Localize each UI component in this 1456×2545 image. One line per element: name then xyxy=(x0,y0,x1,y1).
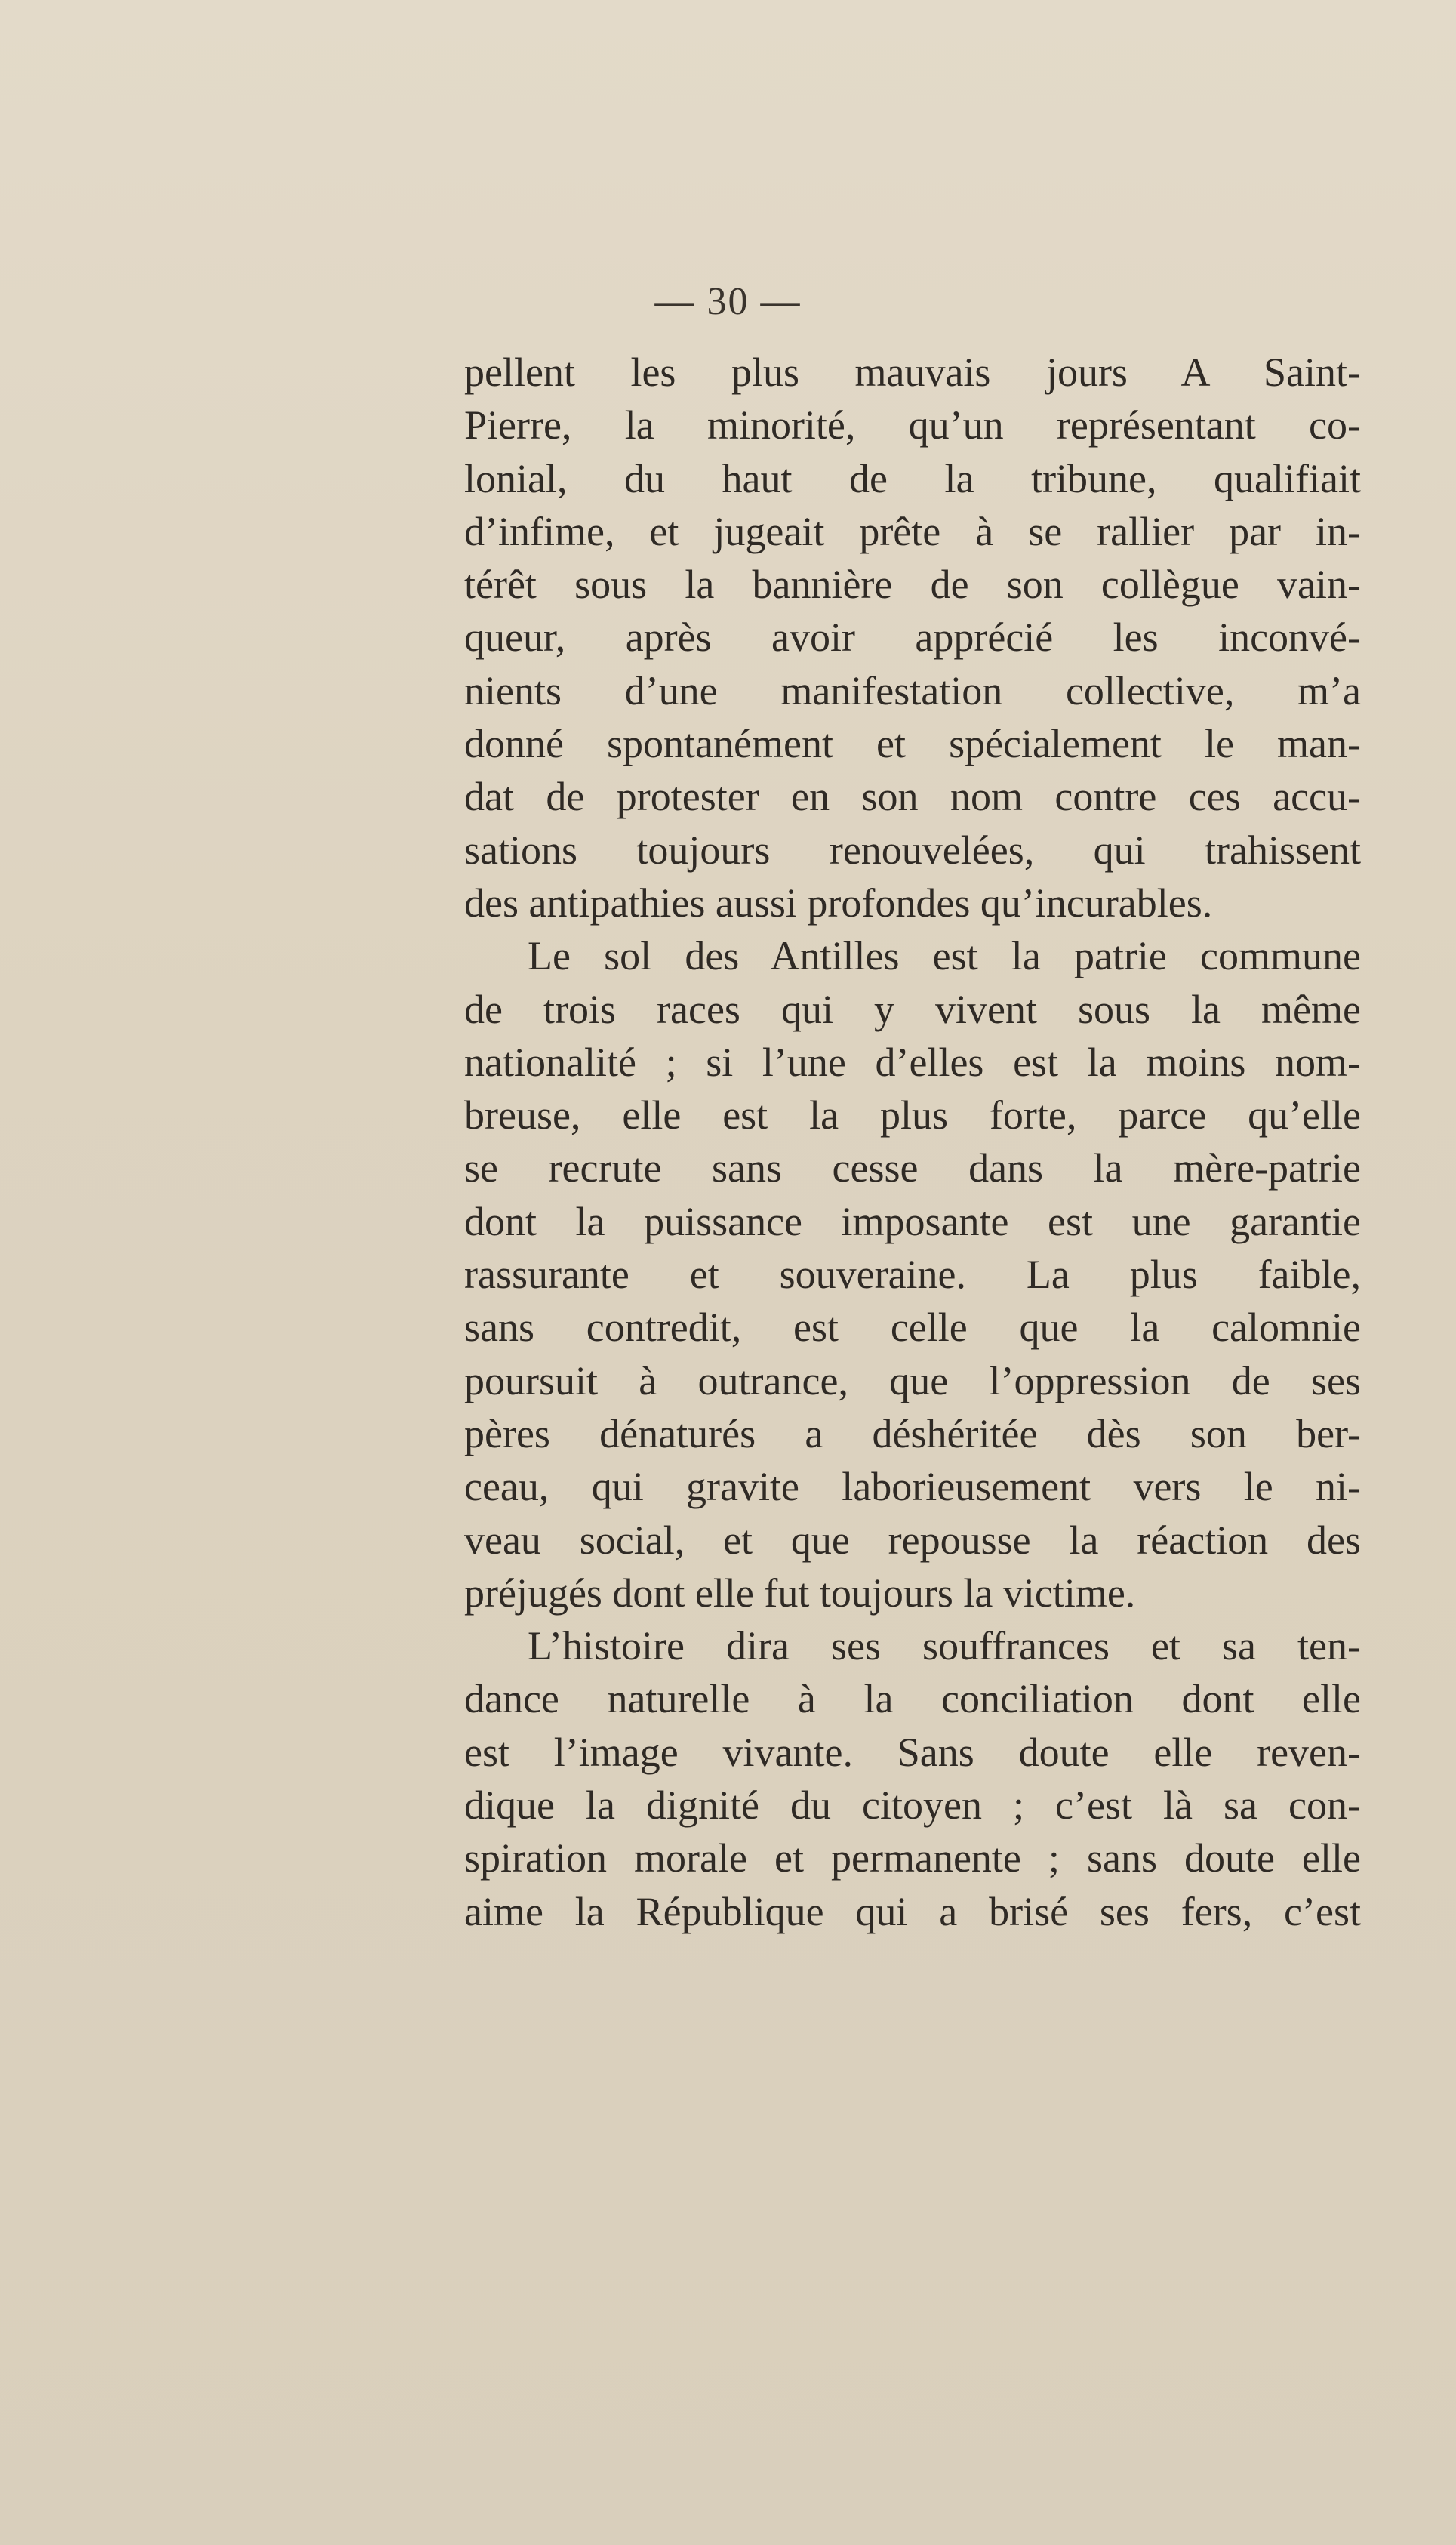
text-line: pères dénaturés a déshéritée dès son ber- xyxy=(464,1410,1361,1456)
text-line: pellent les plus mauvais jours A Saint- xyxy=(464,350,1361,395)
text-line: Pierre, la minorité, qu’un représentant co- xyxy=(464,402,1361,448)
text-line: sations toujours renouvelées, qui trahissent xyxy=(464,827,1361,873)
text-line: dat de protester en son nom contre ces accu- xyxy=(464,774,1361,820)
text-line: dont la puissance imposante est une garantie xyxy=(464,1198,1361,1244)
text-line: térêt sous la bannière de son collègue vain- xyxy=(464,562,1361,608)
text-line: donné spontanément et spécialement le man- xyxy=(464,721,1361,767)
text-line: dique la dignité du citoyen ; c’est là sa con- xyxy=(464,1782,1361,1829)
text-line: nationalité ; si l’une d’elles est la moins nom- xyxy=(464,1039,1361,1085)
body-text xyxy=(464,346,1361,1938)
text-line: préjugés dont elle fut toujours la victime. xyxy=(464,1570,1136,1616)
text-line: nients d’une manifestation collective, m’a xyxy=(464,667,1361,713)
text-line: spiration morale et permanente ; sans doute elle xyxy=(464,1835,1361,1881)
text-line: sans contredit, est celle que la calomnie xyxy=(464,1305,1361,1351)
text-line: rassurante et souveraine. La plus faible, xyxy=(464,1252,1361,1298)
text-line: breuse, elle est la plus forte, parce qu’elle xyxy=(464,1092,1361,1138)
text-line: d’infime, et jugeait prête à se rallier par in- xyxy=(464,508,1361,554)
text-line: poursuit à outrance, que l’oppression de ses xyxy=(464,1357,1361,1403)
text-line: de trois races qui y vivent sous la même xyxy=(464,986,1361,1032)
text-line: lonial, du haut de la tribune, qualifiait xyxy=(464,455,1361,501)
text-line: se recrute sans cesse dans la mère-patrie xyxy=(464,1145,1361,1191)
text-line: est l’image vivante. Sans doute elle reven- xyxy=(464,1729,1361,1775)
text-line: queur, après avoir apprécié les inconvé- xyxy=(464,615,1361,661)
text-line: veau social, et que repousse la réaction des xyxy=(464,1517,1361,1563)
text-line: Le sol des Antilles est la patrie commune xyxy=(528,933,1361,979)
text-line: ceau, qui gravite laborieusement vers le ni- xyxy=(464,1464,1361,1510)
text-line: dance naturelle à la conciliation dont elle xyxy=(464,1676,1361,1722)
page-number: — 30 — xyxy=(654,280,802,323)
text-line: L’histoire dira ses souffrances et sa ten- xyxy=(528,1623,1361,1669)
text-line: des antipathies aussi profondes qu’incurables. xyxy=(464,880,1213,926)
text-line: aime la République qui a brisé ses fers, c’est xyxy=(464,1888,1361,1934)
